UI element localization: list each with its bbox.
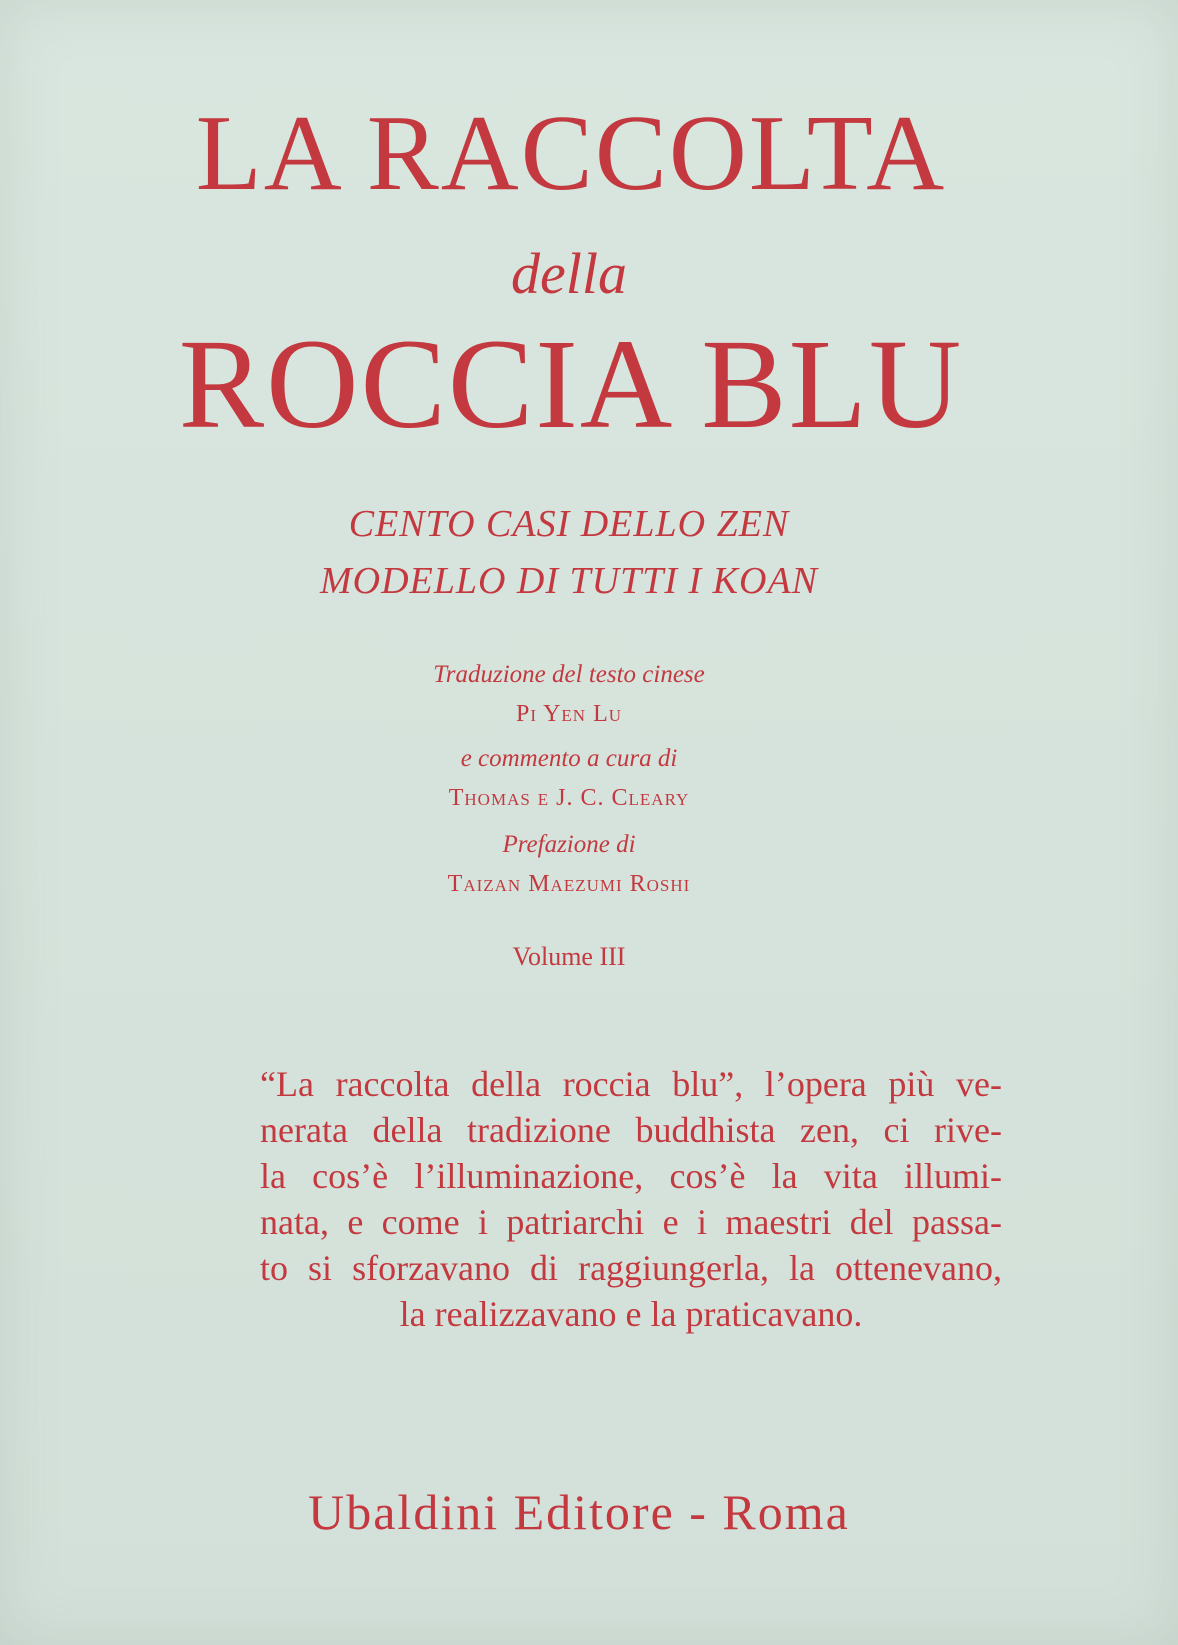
title-line-2: della <box>511 241 627 306</box>
volume-label: Volume III <box>512 942 626 971</box>
publisher-imprint: Ubaldini Editore - Roma <box>308 1484 850 1540</box>
blurb-line: la realizzavano e la praticavano. <box>399 1294 863 1334</box>
commentary-credit-role: e commento a cura di <box>460 745 678 772</box>
translation-credit-name: Pi Yen Lu <box>515 701 623 727</box>
translation-credit-role: Traduzione del testo cinese <box>433 661 705 688</box>
blurb-line: “La raccolta della roccia blu”, l’opera più ve- <box>260 1064 1002 1104</box>
preface-credit-name: Taizan Maezumi Roshi <box>447 871 691 897</box>
blurb-line: nerata della tradizione buddhista zen, ci rive- <box>260 1110 1002 1150</box>
blurb-paragraph <box>260 1066 1002 1342</box>
preface-credit-role: Prefazione di <box>502 831 636 858</box>
title-line-3: ROCCIA BLU <box>178 313 964 455</box>
blurb-line: to si sforzavano di raggiungerla, la ottenevano, <box>260 1248 1002 1288</box>
subtitle-line-2: MODELLO DI TUTTI I KOAN <box>319 560 819 602</box>
title-line-1: LA RACCOLTA <box>195 94 947 213</box>
subtitle-line-1: CENTO CASI DELLO ZEN <box>348 503 790 545</box>
blurb-line: la cos’è l’illuminazione, cos’è la vita illumi- <box>260 1156 1002 1196</box>
commentary-credit-name: Thomas e J. C. Cleary <box>448 785 690 811</box>
blurb-line: nata, e come i patriarchi e i maestri del passa- <box>260 1202 1002 1242</box>
